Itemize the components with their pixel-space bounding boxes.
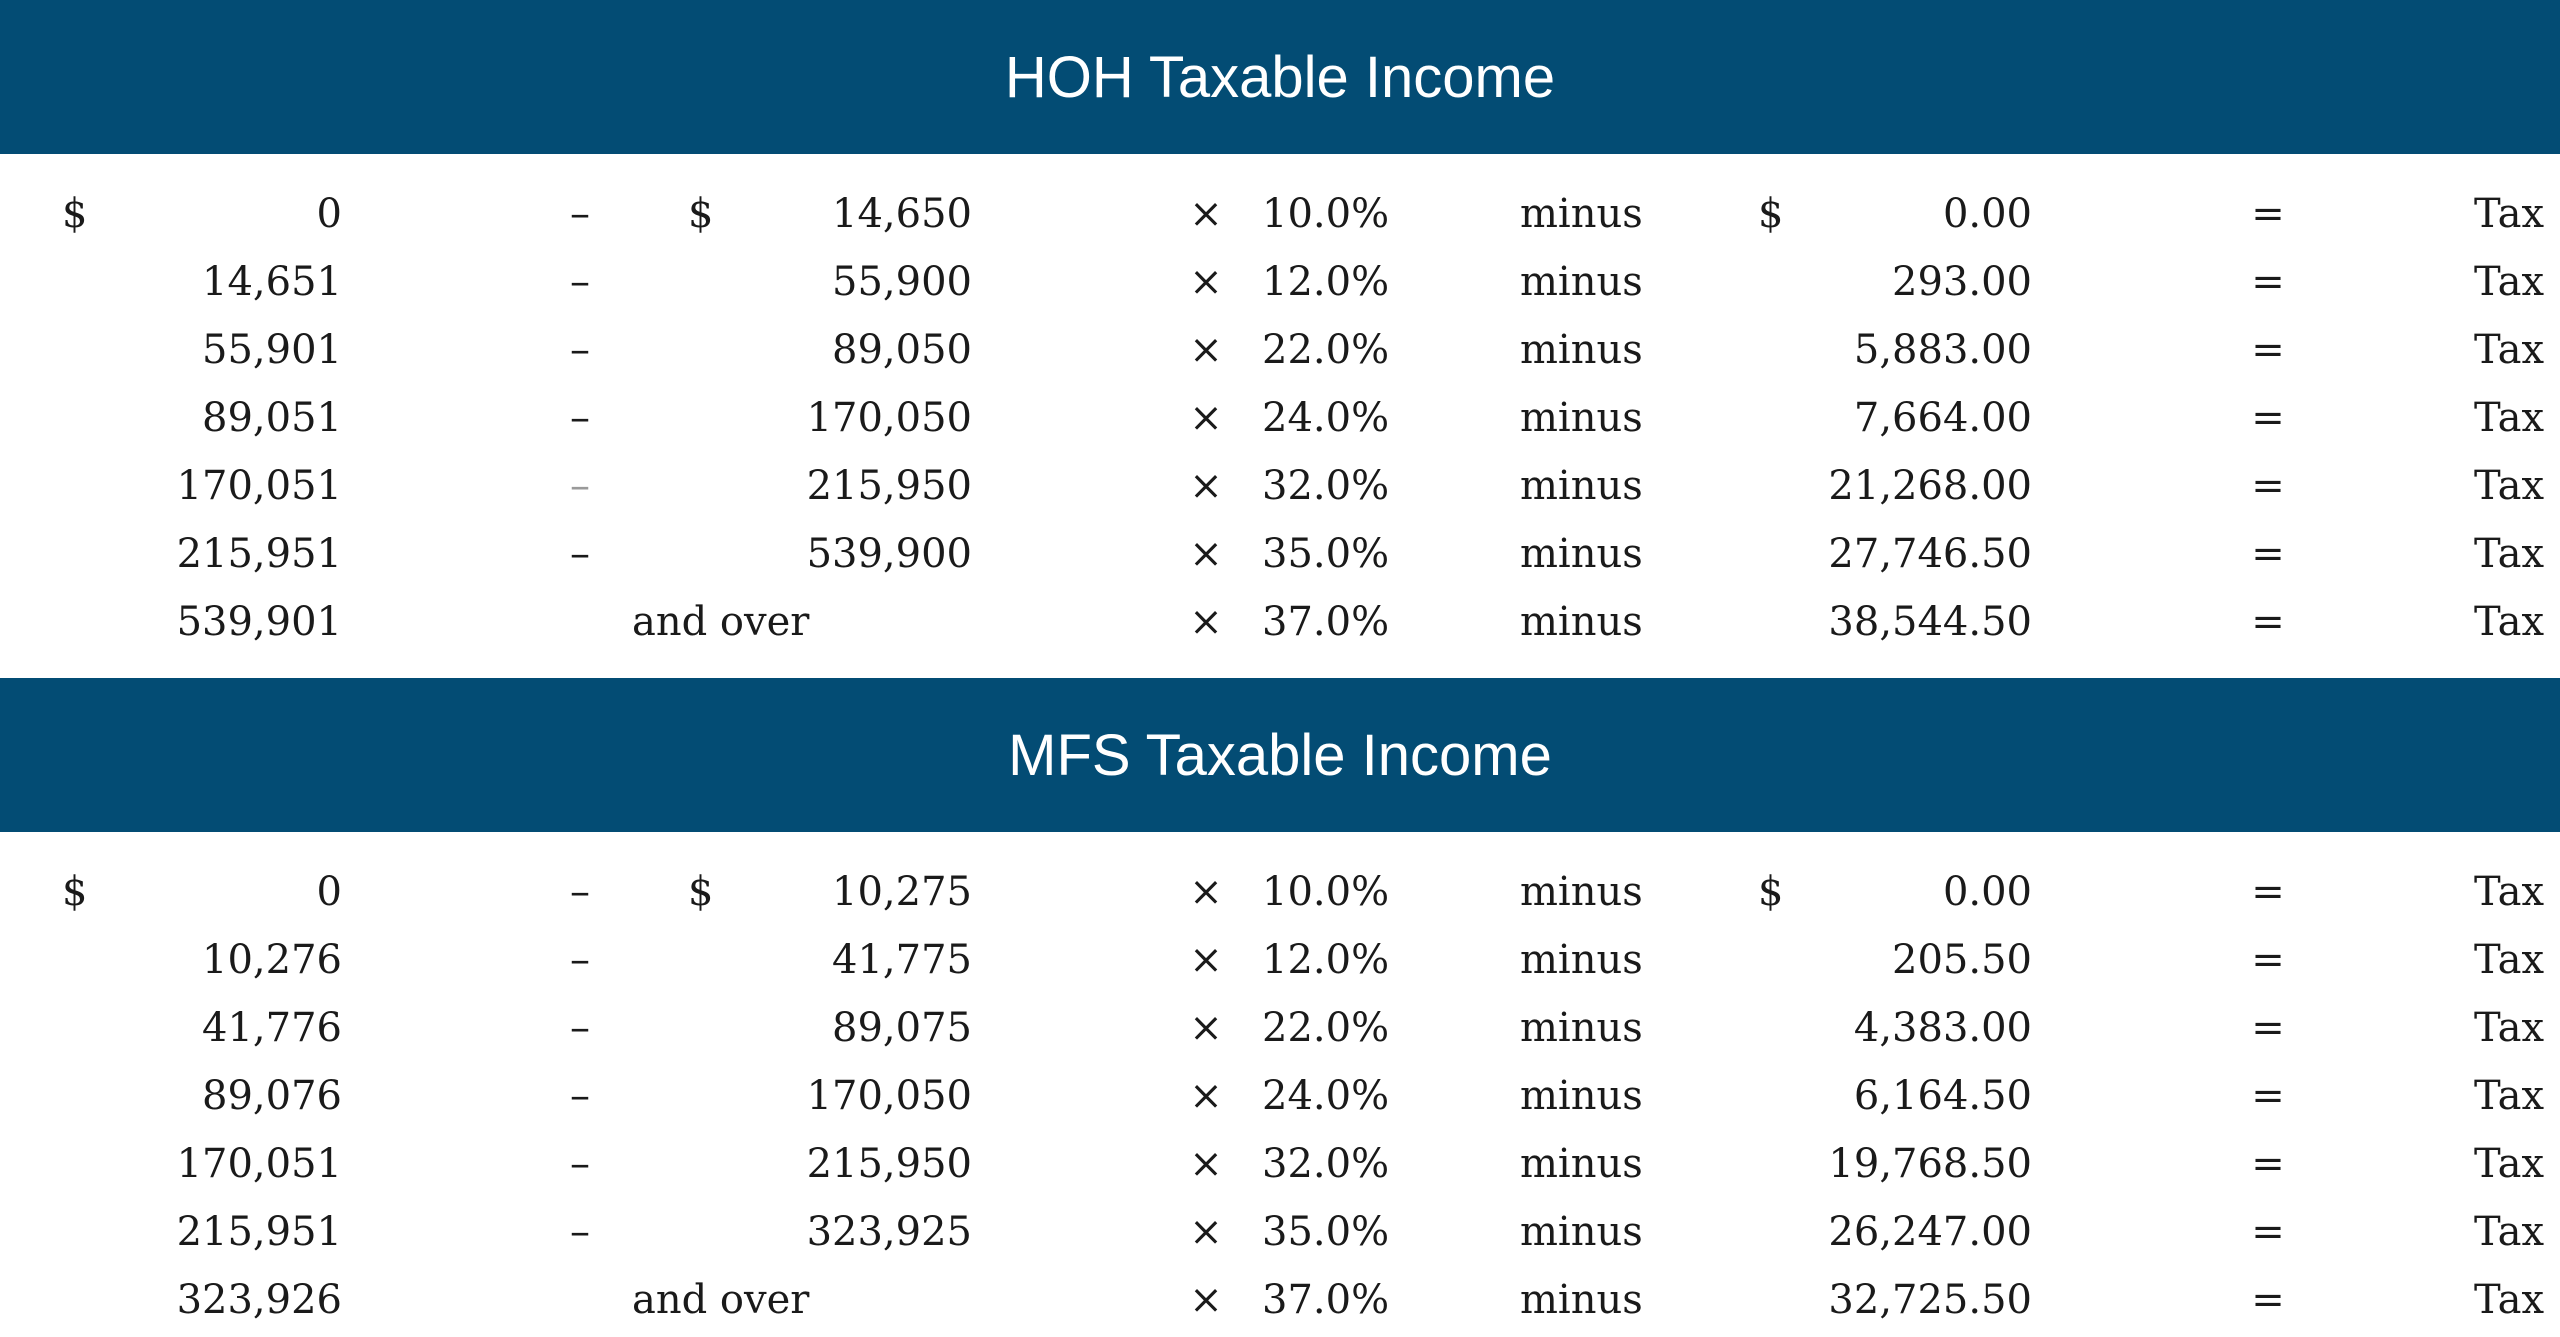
bracket-from: 215,951 (176, 1209, 342, 1255)
equals-sign: = (2251, 1141, 2285, 1187)
subtract-dollar-sign: $ (1758, 191, 1784, 237)
equals-sign: = (2251, 1277, 2285, 1323)
tax-result: Tax (2474, 531, 2544, 577)
bracket-from: 89,051 (202, 395, 342, 441)
tax-result: Tax (2474, 1073, 2544, 1119)
table-row (0, 316, 2560, 384)
subtract-amount: 32,725.50 (1828, 1277, 2032, 1323)
subtract-dollar-sign: $ (1758, 869, 1784, 915)
times-sign: × (1189, 1005, 1223, 1051)
times-sign: × (1189, 937, 1223, 983)
times-sign: × (1189, 1277, 1223, 1323)
section-title: HOH Taxable Income (0, 0, 2560, 154)
bracket-table (0, 154, 2560, 678)
to-dollar-sign (688, 316, 728, 384)
to-dollar-sign (688, 1130, 728, 1198)
tax-rate: 35.0% (1262, 531, 1390, 577)
subtract-amount: 6,164.50 (1853, 1073, 2032, 1119)
tax-rate: 32.0% (1262, 1141, 1390, 1187)
subtract-dollar-sign (1758, 520, 1798, 588)
times-sign: × (1189, 191, 1223, 237)
minus-word: minus (1520, 1277, 1643, 1323)
and-over-label: and over (632, 1277, 810, 1323)
times-sign: × (1189, 327, 1223, 373)
range-separator: – (570, 327, 590, 373)
and-over-label: and over (632, 599, 810, 645)
from-dollar-sign: $ (62, 191, 88, 237)
tax-result: Tax (2474, 191, 2544, 237)
bracket-from: 323,926 (176, 1277, 342, 1323)
minus-word: minus (1520, 395, 1643, 441)
times-sign: × (1189, 1209, 1223, 1255)
subtract-dollar-sign (1758, 1198, 1798, 1266)
subtract-amount: 27,746.50 (1828, 531, 2032, 577)
subtract-amount: 205.50 (1892, 937, 2032, 983)
times-sign: × (1189, 1141, 1223, 1187)
times-sign: × (1189, 1073, 1223, 1119)
tax-result: Tax (2474, 327, 2544, 373)
from-dollar-sign (62, 926, 102, 994)
subtract-dollar-sign (1758, 1062, 1798, 1130)
bracket-to: 55,900 (832, 259, 972, 305)
bracket-from: 215,951 (176, 531, 342, 577)
table-row (0, 248, 2560, 316)
table-row (0, 994, 2560, 1062)
bracket-from: 0 (316, 191, 342, 237)
subtract-amount: 38,544.50 (1828, 599, 2032, 645)
subtract-amount: 7,664.00 (1853, 395, 2032, 441)
minus-word: minus (1520, 1141, 1643, 1187)
to-dollar-sign: $ (688, 191, 714, 237)
minus-word: minus (1520, 327, 1643, 373)
tax-result: Tax (2474, 1209, 2544, 1255)
mfs-section (0, 678, 2560, 1337)
bracket-to: 215,950 (806, 1141, 972, 1187)
minus-word: minus (1520, 937, 1643, 983)
bracket-to: 89,050 (832, 327, 972, 373)
tax-rate: 22.0% (1262, 1005, 1390, 1051)
from-dollar-sign (62, 248, 102, 316)
tax-result: Tax (2474, 869, 2544, 915)
bracket-from: 0 (316, 869, 342, 915)
range-separator: – (570, 259, 590, 305)
minus-word: minus (1520, 599, 1643, 645)
bracket-from: 539,901 (176, 599, 342, 645)
table-row (0, 1198, 2560, 1266)
equals-sign: = (2251, 599, 2285, 645)
range-separator: – (570, 531, 590, 577)
to-dollar-sign (688, 452, 728, 520)
range-separator: – (570, 191, 590, 237)
table-row (0, 1130, 2560, 1198)
tax-result: Tax (2474, 599, 2544, 645)
equals-sign: = (2251, 937, 2285, 983)
table-row (0, 180, 2560, 248)
range-separator: – (570, 937, 590, 983)
tax-result: Tax (2474, 937, 2544, 983)
equals-sign: = (2251, 531, 2285, 577)
subtract-amount: 4,383.00 (1853, 1005, 2032, 1051)
tax-result: Tax (2474, 463, 2544, 509)
equals-sign: = (2251, 191, 2285, 237)
bracket-from: 55,901 (202, 327, 342, 373)
minus-word: minus (1520, 1209, 1643, 1255)
equals-sign: = (2251, 259, 2285, 305)
times-sign: × (1189, 531, 1223, 577)
to-dollar-sign (688, 520, 728, 588)
equals-sign: = (2251, 1073, 2285, 1119)
equals-sign: = (2251, 463, 2285, 509)
times-sign: × (1189, 869, 1223, 915)
tax-rate: 24.0% (1262, 1073, 1390, 1119)
subtract-dollar-sign (1758, 316, 1798, 384)
times-sign: × (1189, 599, 1223, 645)
to-dollar-sign (688, 994, 728, 1062)
tax-result: Tax (2474, 1141, 2544, 1187)
tax-rate: 24.0% (1262, 395, 1390, 441)
range-separator: – (570, 1073, 590, 1119)
bracket-to: 10,275 (832, 869, 972, 915)
range-separator: – (570, 1005, 590, 1051)
bracket-from: 170,051 (176, 463, 342, 509)
from-dollar-sign (62, 588, 102, 656)
tax-rate: 32.0% (1262, 463, 1390, 509)
tax-result: Tax (2474, 259, 2544, 305)
from-dollar-sign: $ (62, 869, 88, 915)
section-title: MFS Taxable Income (0, 678, 2560, 832)
minus-word: minus (1520, 1073, 1643, 1119)
subtract-dollar-sign (1758, 588, 1798, 656)
bracket-from: 10,276 (202, 937, 342, 983)
range-separator: – (570, 1141, 590, 1187)
range-separator (560, 588, 600, 656)
tax-rate: 12.0% (1262, 937, 1390, 983)
minus-word: minus (1520, 191, 1643, 237)
tax-rate: 10.0% (1262, 869, 1390, 915)
equals-sign: = (2251, 1005, 2285, 1051)
to-dollar-sign (688, 1062, 728, 1130)
bracket-to: 14,650 (832, 191, 972, 237)
subtract-amount: 0.00 (1942, 869, 2032, 915)
tax-result: Tax (2474, 395, 2544, 441)
times-sign: × (1189, 259, 1223, 305)
subtract-amount: 21,268.00 (1828, 463, 2032, 509)
to-dollar-sign (688, 248, 728, 316)
from-dollar-sign (62, 384, 102, 452)
subtract-amount: 26,247.00 (1828, 1209, 2032, 1255)
tax-result: Tax (2474, 1277, 2544, 1323)
range-separator: – (570, 1209, 590, 1255)
table-row (0, 1062, 2560, 1130)
bracket-from: 170,051 (176, 1141, 342, 1187)
tax-rate: 37.0% (1262, 599, 1390, 645)
range-separator: – (570, 463, 590, 509)
tax-result: Tax (2474, 1005, 2544, 1051)
range-separator: – (570, 395, 590, 441)
bracket-to: 89,075 (832, 1005, 972, 1051)
tax-rate: 12.0% (1262, 259, 1390, 305)
bracket-from: 89,076 (202, 1073, 342, 1119)
range-separator (560, 1266, 600, 1334)
table-row (0, 384, 2560, 452)
tax-rate: 37.0% (1262, 1277, 1390, 1323)
subtract-dollar-sign (1758, 994, 1798, 1062)
bracket-table (0, 832, 2560, 1337)
table-row (0, 926, 2560, 994)
table-row (0, 588, 2560, 656)
from-dollar-sign (62, 994, 102, 1062)
equals-sign: = (2251, 327, 2285, 373)
table-row (0, 1266, 2560, 1334)
minus-word: minus (1520, 1005, 1643, 1051)
tax-rate: 22.0% (1262, 327, 1390, 373)
bracket-to: 41,775 (832, 937, 972, 983)
subtract-dollar-sign (1758, 452, 1798, 520)
minus-word: minus (1520, 531, 1643, 577)
tax-rate: 35.0% (1262, 1209, 1390, 1255)
from-dollar-sign (62, 316, 102, 384)
equals-sign: = (2251, 1209, 2285, 1255)
table-row (0, 858, 2560, 926)
bracket-to: 323,925 (806, 1209, 972, 1255)
equals-sign: = (2251, 395, 2285, 441)
from-dollar-sign (62, 452, 102, 520)
to-dollar-sign (688, 926, 728, 994)
subtract-dollar-sign (1758, 926, 1798, 994)
subtract-amount: 5,883.00 (1853, 327, 2032, 373)
times-sign: × (1189, 395, 1223, 441)
from-dollar-sign (62, 1130, 102, 1198)
subtract-dollar-sign (1758, 1130, 1798, 1198)
bracket-from: 14,651 (202, 259, 342, 305)
from-dollar-sign (62, 520, 102, 588)
from-dollar-sign (62, 1198, 102, 1266)
times-sign: × (1189, 463, 1223, 509)
bracket-to: 539,900 (806, 531, 972, 577)
subtract-amount: 293.00 (1892, 259, 2032, 305)
subtract-dollar-sign (1758, 1266, 1798, 1334)
subtract-amount: 0.00 (1942, 191, 2032, 237)
from-dollar-sign (62, 1062, 102, 1130)
bracket-to: 170,050 (806, 395, 972, 441)
minus-word: minus (1520, 869, 1643, 915)
to-dollar-sign (688, 1198, 728, 1266)
equals-sign: = (2251, 869, 2285, 915)
subtract-dollar-sign (1758, 384, 1798, 452)
to-dollar-sign: $ (688, 869, 714, 915)
bracket-to: 215,950 (806, 463, 972, 509)
table-row (0, 520, 2560, 588)
range-separator: – (570, 869, 590, 915)
to-dollar-sign (688, 384, 728, 452)
subtract-dollar-sign (1758, 248, 1798, 316)
minus-word: minus (1520, 259, 1643, 305)
from-dollar-sign (62, 1266, 102, 1334)
tax-rate: 10.0% (1262, 191, 1390, 237)
minus-word: minus (1520, 463, 1643, 509)
subtract-amount: 19,768.50 (1828, 1141, 2032, 1187)
bracket-to: 170,050 (806, 1073, 972, 1119)
bracket-from: 41,776 (202, 1005, 342, 1051)
table-row (0, 452, 2560, 520)
